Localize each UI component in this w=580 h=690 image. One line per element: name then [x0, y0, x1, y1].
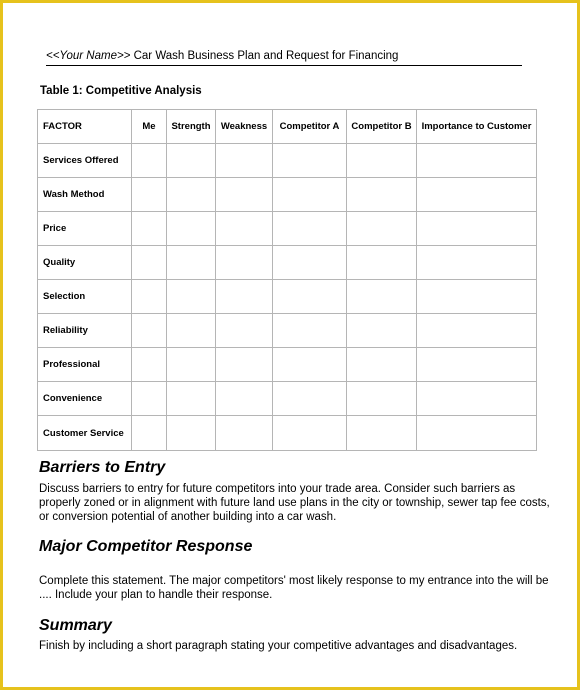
summary-heading: Summary [39, 617, 112, 634]
table-cell [417, 280, 537, 314]
table-cell [132, 314, 167, 348]
competitor-response-heading: Major Competitor Response [39, 538, 253, 555]
factor-label: Customer Service [38, 416, 132, 451]
table-row [38, 246, 537, 280]
table-row [38, 314, 537, 348]
table-cell [417, 212, 537, 246]
table-cell [132, 348, 167, 382]
table-cell [167, 178, 216, 212]
header-title: Car Wash Business Plan and Request for Financing [130, 50, 399, 62]
factor-label: Selection [38, 280, 132, 314]
table-cell [132, 178, 167, 212]
table-cell [417, 314, 537, 348]
table-row [38, 416, 537, 451]
table-cell [273, 246, 347, 280]
table-cell [216, 280, 273, 314]
column-header-me: Me [132, 110, 167, 144]
competitive-analysis-table [37, 109, 537, 451]
factor-label: Wash Method [38, 178, 132, 212]
table-cell [167, 280, 216, 314]
table-cell [347, 212, 417, 246]
table-cell [216, 348, 273, 382]
table-cell [216, 382, 273, 416]
table-cell [347, 144, 417, 178]
table-cell [347, 348, 417, 382]
table-cell [273, 416, 347, 451]
table-cell [417, 178, 537, 212]
table-cell [347, 314, 417, 348]
column-header-competitor-a: Competitor A [273, 110, 347, 144]
table-cell [273, 348, 347, 382]
table-cell [417, 382, 537, 416]
table-cell [167, 212, 216, 246]
table-cell [167, 348, 216, 382]
column-header-strength: Strength [167, 110, 216, 144]
table-cell [167, 314, 216, 348]
table-cell [132, 212, 167, 246]
table-cell [132, 416, 167, 451]
table-row [38, 280, 537, 314]
table-row [38, 144, 537, 178]
table-cell [216, 144, 273, 178]
table-cell [417, 348, 537, 382]
table-cell [132, 280, 167, 314]
table-cell [273, 144, 347, 178]
table-cell [167, 144, 216, 178]
table-cell [273, 382, 347, 416]
table-row [38, 212, 537, 246]
table-cell [273, 314, 347, 348]
factor-label: Quality [38, 246, 132, 280]
table-row [38, 382, 537, 416]
table-cell [132, 382, 167, 416]
table-cell [216, 212, 273, 246]
barriers-body: Discuss barriers to entry for future competitors into your trade area. Consider such barriers as properly zoned or in alignment with future land use plans in the city or township, sewer tap fee costs, or conversion potential of another building into a car wash. [39, 483, 550, 523]
table-cell [417, 416, 537, 451]
table-cell [347, 416, 417, 451]
table-cell [417, 246, 537, 280]
table-cell [273, 280, 347, 314]
table-cell [132, 144, 167, 178]
table-cell [216, 246, 273, 280]
column-header-importance: Importance to Customer [417, 110, 537, 144]
table-cell [167, 382, 216, 416]
column-header-competitor-b: Competitor B [347, 110, 417, 144]
name-placeholder: <<Your Name>> [46, 50, 131, 62]
column-header-factor: FACTOR [38, 110, 132, 144]
table-cell [167, 416, 216, 451]
table-cell [273, 178, 347, 212]
table-cell [347, 178, 417, 212]
factor-label: Professional [38, 348, 132, 382]
factor-label: Convenience [38, 382, 132, 416]
factor-label: Price [38, 212, 132, 246]
column-header-weakness: Weakness [216, 110, 273, 144]
table-cell [347, 280, 417, 314]
factor-label: Reliability [38, 314, 132, 348]
document-page [3, 3, 577, 687]
summary-body: Finish by including a short paragraph stating your competitive advantages and disadvantages. [39, 640, 518, 652]
factor-label: Services Offered [38, 144, 132, 178]
table-cell [347, 382, 417, 416]
table-cell [216, 314, 273, 348]
table-cell [347, 246, 417, 280]
table-header-row [38, 110, 537, 144]
table-cell [216, 178, 273, 212]
table-cell [417, 144, 537, 178]
table-cell [167, 246, 216, 280]
table-caption: Table 1: Competitive Analysis [40, 85, 202, 97]
table-cell [216, 416, 273, 451]
running-header [46, 49, 522, 66]
table-row [38, 348, 537, 382]
table-cell [273, 212, 347, 246]
table-row [38, 178, 537, 212]
barriers-heading: Barriers to Entry [39, 459, 166, 476]
competitor-response-body: Complete this statement. The major competitors' most likely response to my entrance into the will be .... Include your plan to handle their response. [39, 575, 549, 601]
table-cell [132, 246, 167, 280]
